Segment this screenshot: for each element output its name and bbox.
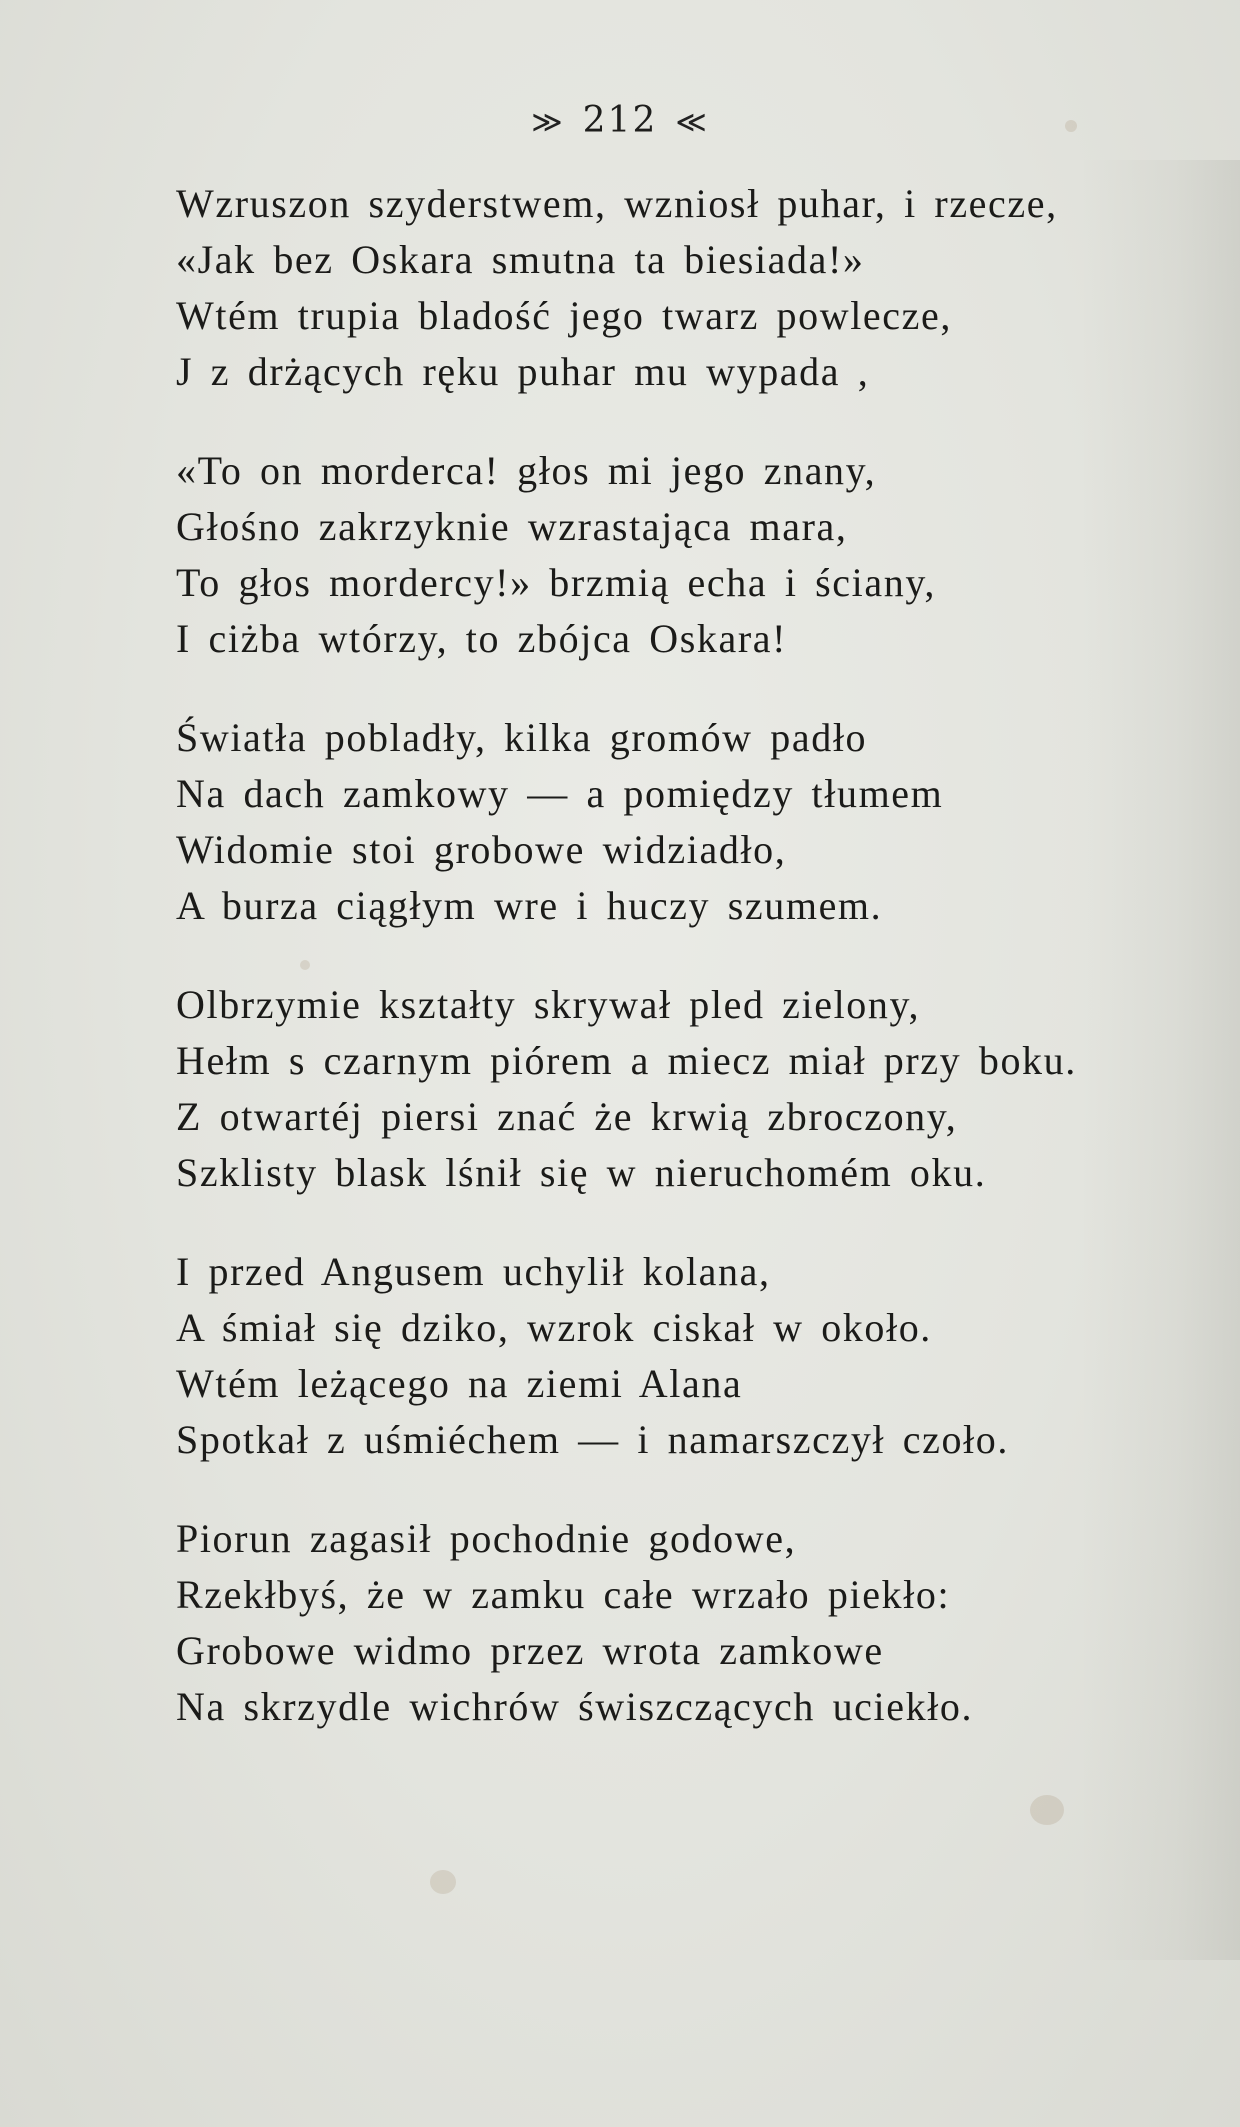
verse-line: «To on morderca! głos mi jego znany, [176, 448, 877, 493]
verse-line: Na dach zamkowy — a pomiędzy tłumem [176, 771, 944, 816]
ornament-left-icon: ≫ [531, 105, 565, 140]
stanza-2 [176, 443, 1136, 667]
verse-line: Światła pobladły, kilka gromów padło [176, 715, 868, 760]
paper-stain [1030, 1795, 1064, 1825]
verse-line: I ciżba wtórzy, to zbójca Oskara! [176, 616, 788, 661]
poem-body [176, 176, 1136, 1778]
verse-line: Piorun zagasił pochodnie godowe, [176, 1516, 797, 1561]
verse-line: J z drżących ręku puhar mu wypada , [176, 349, 870, 394]
verse-line: Na skrzydle wichrów świszczących uciekło. [176, 1684, 974, 1729]
stanza-6 [176, 1511, 1136, 1735]
verse-line: Głośno zakrzyknie wzrastająca mara, [176, 504, 848, 549]
verse-line: Grobowe widmo przez wrota zamkowe [176, 1628, 884, 1673]
verse-line: Olbrzymie kształty skrywał pled zielony, [176, 982, 921, 1027]
stanza-4 [176, 977, 1136, 1201]
verse-line: Spotkał z uśmiéchem — i namarszczył czoło. [176, 1417, 1009, 1462]
verse-line: Wtém trupia bladość jego twarz powlecze, [176, 293, 952, 338]
verse-line: A śmiał się dziko, wzrok ciskał w około. [176, 1305, 932, 1350]
page-number: 212 [582, 100, 658, 141]
verse-line: A burza ciągłym wre i huczy szumem. [176, 883, 883, 928]
verse-line: Widomie stoi grobowe widziadło, [176, 827, 787, 872]
paper-stain [430, 1870, 456, 1894]
stanza-1 [176, 176, 1136, 400]
stanza-5 [176, 1244, 1136, 1468]
verse-line: To głos mordercy!» brzmią echa i ściany, [176, 560, 936, 605]
ornament-right-icon: ≪ [675, 105, 709, 140]
verse-line: Szklisty blask lśnił się w nieruchomém oku. [176, 1150, 987, 1195]
verse-line: Hełm s czarnym piórem a miecz miał przy boku. [176, 1038, 1077, 1083]
verse-line: Wzruszon szyderstwem, wzniosł puhar, i rzecze, [176, 181, 1058, 226]
verse-line: Wtém leżącego na ziemi Alana [176, 1361, 743, 1406]
verse-line: Rzekłbyś, że w zamku całe wrzało piekło: [176, 1572, 951, 1617]
stanza-3 [176, 710, 1136, 934]
verse-line: I przed Angusem uchylił kolana, [176, 1249, 771, 1294]
verse-line: «Jak bez Oskara smutna ta biesiada!» [176, 237, 865, 282]
verse-line: Z otwartéj piersi znać że krwią zbroczony, [176, 1094, 958, 1139]
page-header [0, 100, 1240, 141]
